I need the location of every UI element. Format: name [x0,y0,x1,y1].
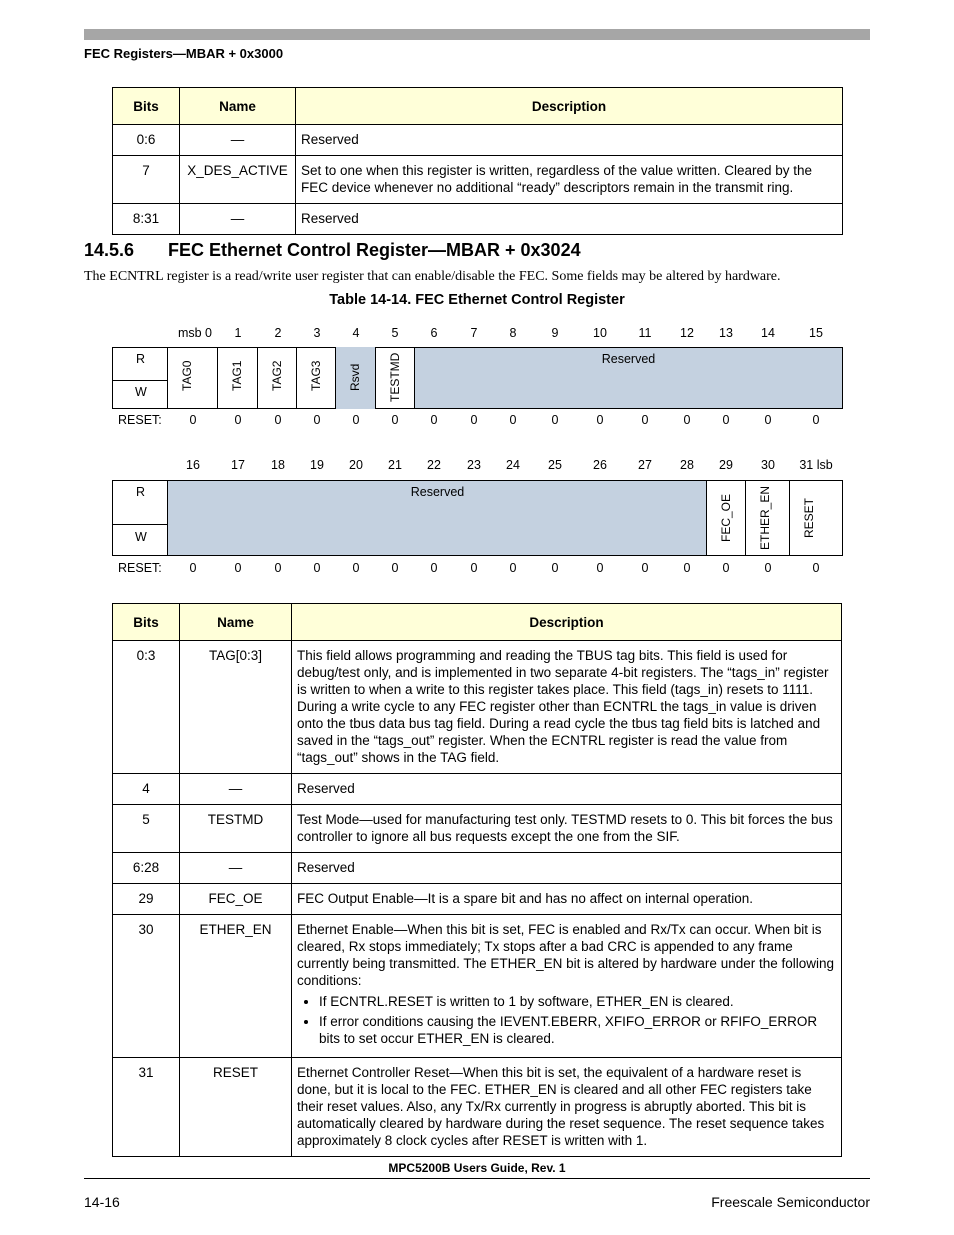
bit-number: 11 [638,326,652,340]
reset-value: 0 [234,413,242,427]
company-name: Freescale Semiconductor [711,1194,870,1210]
field-label: ETHER_EN [758,485,772,550]
reset-value: 0 [189,413,197,427]
table-row [113,641,842,774]
reset-value: 0 [274,561,282,575]
reset-value: 0 [812,561,820,575]
bit-number: 22 [427,458,441,472]
description-cell: Reserved [292,774,842,805]
footer-rule [84,1178,870,1179]
reset-value: 0 [551,413,559,427]
bit-number: 31 lsb [799,458,833,472]
description-cell: Ethernet Controller Reset—When this bit is set, the equivalent of a hardware reset is done, but it is local to the FEC. ETHER_EN is cleared and all other FEC registers take their reset values. Also, any Tx/Rx currently in progress is abruptly aborted. This bit is automatically cleared by hardware during the reset sequence. The reset sequence takes approximately 8 clock cycles after RESET is written with 1. [292,1058,842,1157]
reset-value: 0 [274,413,282,427]
bits-cell: 5 [113,805,180,853]
field-label: Rsvd [348,363,362,391]
table-row [113,884,842,915]
condition-list [297,993,836,1047]
reset-value: 0 [764,413,772,427]
bit-number: 29 [719,458,733,472]
column-header: Description [292,604,842,641]
field-label: RESET [802,497,816,538]
read-label: R [136,352,146,366]
reset-value: 0 [470,561,478,575]
reset-label: RESET: [118,413,162,427]
name-cell: TESTMD [180,805,292,853]
name-cell: RESET [180,1058,292,1157]
reset-value: 0 [683,561,691,575]
description-cell: Reserved [296,125,843,156]
description-text: Ethernet Enable—When this bit is set, FEC is enabled and Rx/Tx can occur. When bit is cleared, Rx stops immediately; Tx stops after a bad CRC is appended to any frame currently being transmitted. The ETHER_EN bit is altered by hardware under the following conditions: [297,922,835,988]
page-number: 14-16 [84,1194,120,1210]
reserved-label: Reserved [410,485,465,499]
bit-number: 1 [234,326,242,340]
write-label: W [135,530,147,544]
bits-cell: 4 [113,774,180,805]
reset-value: 0 [313,561,321,575]
bit-number: 7 [470,326,478,340]
table-row [113,1058,842,1157]
rw-divider [112,524,168,525]
bits-cell: 29 [113,884,180,915]
bits-cell: 6:28 [113,853,180,884]
name-cell: — [180,125,296,156]
table-row [113,853,842,884]
description-cell: Reserved [296,204,843,235]
description-cell: FEC Output Enable—It is a spare bit and has no affect on internal operation. [292,884,842,915]
name-cell: — [180,204,296,235]
bit-number: 8 [509,326,517,340]
bit-number: 20 [349,458,363,472]
list-item: • If error conditions causing the IEVENT.EBERR, XFIFO_ERROR or RFIFO_ERROR bits to set occur ETHER_EN is cleared. [319,1013,836,1047]
column-header: Bits [113,88,180,125]
column-header: Name [180,88,296,125]
name-cell: — [180,853,292,884]
bit-number: 19 [310,458,324,472]
description-cell [292,915,842,1058]
name-cell: X_DES_ACTIVE [180,156,296,204]
bit-number: 4 [352,326,360,340]
field-label: TAG1 [230,360,244,391]
bit-description-table-2 [112,603,842,1157]
description-cell: Test Mode—used for manufacturing test only. TESTMD resets to 0. This bit forces the bus controller to ignore all bus requests except the one from the SIF. [292,805,842,853]
read-label: R [136,485,146,499]
reset-value: 0 [509,413,517,427]
table-header-row [113,604,842,641]
bit-number: 17 [231,458,245,472]
reserved-label: Reserved [601,352,656,366]
bit-number: 13 [719,326,733,340]
name-cell: ETHER_EN [180,915,292,1058]
reset-value: 0 [683,413,691,427]
reset-value: 0 [352,413,360,427]
table-row [113,915,842,1058]
bit-number: 5 [391,326,399,340]
reset-value: 0 [234,561,242,575]
section-number: 14.5.6 [84,240,135,260]
field-label: TAG3 [309,360,323,391]
bits-cell: 0:6 [113,125,180,156]
field-label: TAG0 [180,360,194,391]
reset-value: 0 [470,413,478,427]
reset-value: 0 [551,561,559,575]
reset-value: 0 [641,561,649,575]
bits-cell: 7 [113,156,180,204]
reset-value: 0 [509,561,517,575]
bit-number: 24 [506,458,520,472]
table-row [113,774,842,805]
section-paragraph: The ECNTRL register is a read/write user register that can enable/disable the FEC. Some fields may be altered by hardware. [84,269,781,284]
name-cell: — [180,774,292,805]
bit-number: 28 [680,458,694,472]
bit-description-table-1 [112,87,843,235]
table-row [113,204,843,235]
name-cell: TAG[0:3] [180,641,292,774]
bits-cell: 31 [113,1058,180,1157]
bit-number: 15 [809,326,823,340]
bit-number: 27 [638,458,652,472]
reset-value: 0 [391,413,399,427]
write-label: W [135,385,147,399]
field-label: TESTMD [388,352,402,402]
bits-cell: 30 [113,915,180,1058]
field-label: FEC_OE [719,493,733,542]
description-cell: Set to one when this register is written, regardless of the value written. Cleared by the FEC device whenever no additional “ready” descriptors remain in the transmit ring. [296,156,843,204]
name-cell: FEC_OE [180,884,292,915]
column-header: Name [180,604,292,641]
reset-value: 0 [430,561,438,575]
reset-value: 0 [764,561,772,575]
bit-number: 23 [467,458,481,472]
bits-cell: 8:31 [113,204,180,235]
field-cell [790,480,842,556]
table-row [113,156,843,204]
reset-value: 0 [722,561,730,575]
column-header: Bits [113,604,180,641]
description-cell: Reserved [292,853,842,884]
bit-number: 2 [274,326,282,340]
reset-label: RESET: [118,561,162,575]
bit-number: msb 0 [177,326,213,340]
reset-value: 0 [596,561,604,575]
table-caption: Table 14-14. FEC Ethernet Control Register [329,292,625,308]
bit-number: 16 [186,458,200,472]
field-label: TAG2 [270,360,284,391]
reset-value: 0 [641,413,649,427]
bit-number: 3 [313,326,321,340]
rw-divider [112,380,168,381]
bit-number: 9 [551,326,559,340]
bit-number: 26 [593,458,607,472]
table-header-row [113,88,843,125]
reset-value: 0 [430,413,438,427]
bit-number: 14 [761,326,775,340]
reset-value: 0 [352,561,360,575]
reset-value: 0 [189,561,197,575]
list-item: • If ECNTRL.RESET is written to 1 by software, ETHER_EN is cleared. [319,993,836,1010]
reset-value: 0 [313,413,321,427]
bit-number: 6 [430,326,438,340]
bit-number: 18 [271,458,285,472]
bit-number: 30 [761,458,775,472]
description-cell: This field allows programming and reading the TBUS tag bits. This field is used for debug/test only, and is implemented in two separate 4-bit registers. The “tags_in” register is written to when a write to this register takes place. This field (tags_in) resets to 1111. During a write cycle to any FEC register other than ECNTRL the tags_in value is driven onto the tbus data bus tag field. During a read cycle the tbus tag field bits is latched and saved in the “tags_out” register. When the ECNTRL register is read the value from “tags_out” shows in the TAG field. [292,641,842,774]
table-row [113,125,843,156]
reset-value: 0 [596,413,604,427]
bit-number: 21 [388,458,402,472]
bit-number: 25 [548,458,562,472]
table-row [113,805,842,853]
footer-doc-title: MPC5200B Users Guide, Rev. 1 [388,1161,566,1175]
column-header: Description [296,88,843,125]
bit-number: 12 [680,326,694,340]
bits-cell: 0:3 [113,641,180,774]
reset-value: 0 [812,413,820,427]
reset-value: 0 [722,413,730,427]
header-rule [84,29,870,40]
reset-value: 0 [391,561,399,575]
section-title: FEC Ethernet Control Register—MBAR + 0x3024 [168,240,581,260]
running-title: FEC Registers—MBAR + 0x3000 [84,46,284,61]
bit-number: 10 [593,326,607,340]
